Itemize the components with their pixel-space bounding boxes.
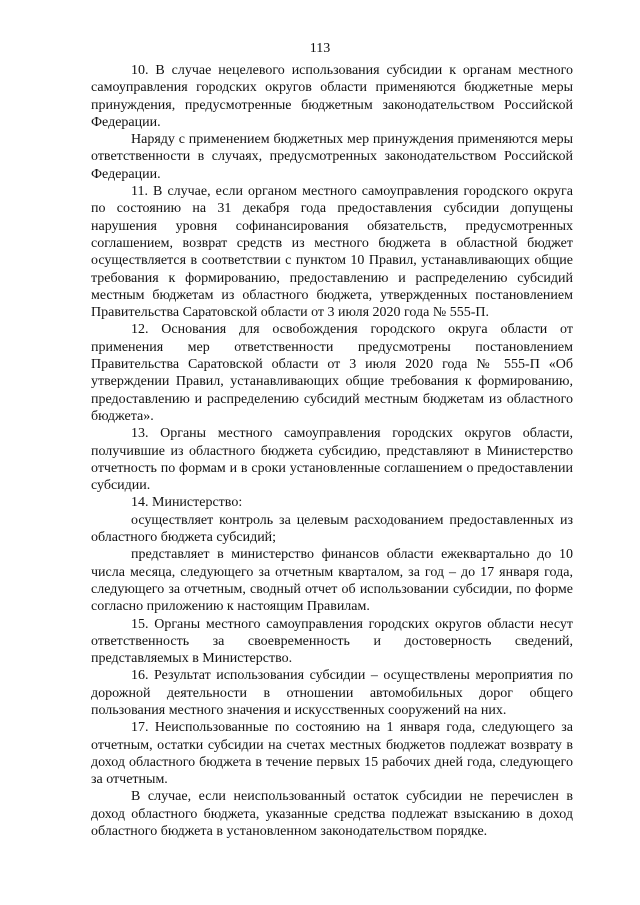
paragraph-15: 15. Органы местного самоуправления городских округов области несут ответственность за своевременность и достоверность сведений, представляемых в Министерство.	[91, 616, 573, 667]
paragraph-14-control: осуществляет контроль за целевым расходованием предоставленных из областного бюджета субсидий;	[91, 512, 573, 546]
paragraph-17: 17. Неиспользованные по состоянию на 1 января года, следующего за отчетным, остатки субсидии на счетах местных бюджетов подлежат возврату в доход областного бюджета в течение первых 15 рабочих дней года, следующего за отчетным.	[91, 720, 573, 788]
page-number: 113	[309, 41, 331, 56]
paragraph-13: 13. Органы местного самоуправления городских округов области, получившие из областного бюджета субсидию, представляют в Министерство отчетность по формам и в сроки установленные соглашением о предоставлении субсидии.	[91, 426, 573, 494]
document-body	[91, 62, 573, 840]
paragraph-16: 16. Результат использования субсидии – осуществлены мероприятия по дорожной деятельности в отношении автомобильных дорог общего пользования местного значения и искусственных сооружений на них.	[91, 668, 573, 718]
paragraph-11: 11. В случае, если органом местного самоуправления городского округа по состоянию на 31 декабря года предоставления субсидии допущены нарушения уровня софинансирования обязательств, предусмотренных соглашением, возврат средств из местного бюджета в областной бюджет осуществляется в соответствии с пунктом 10 Правил, устанавливающих общие требования к формированию, предоставлению и распределению субсидий местным бюджетам из областного бюджета, утвержденных постановлением Правительства Саратовской области от 3 июля 2020 года № 555-П.	[91, 184, 573, 321]
paragraph-14: 14. Министерство:	[131, 495, 243, 511]
paragraph-10-liability: Наряду с применением бюджетных мер принуждения применяются меры ответственности в случаях, предусмотренных законодательством Российской Федерации.	[91, 132, 573, 182]
paragraph-12: 12. Основания для освобождения городского округа области от применения мер ответственности предусмотрены постановлением Правительства Саратовской области от 3 июля 2020 года № 555-П «Об утверждении Правил, устанавливающих общие требования к формированию, предоставлению и распределению субсидий местным бюджетам из областного бюджета».	[91, 322, 573, 424]
paragraph-10: 10. В случае нецелевого использования субсидии к органам местного самоуправления городских округов области применяются бюджетные меры принуждения, предусмотренные бюджетным законодательством Российской Федерации.	[91, 63, 573, 130]
paragraph-14-report: представляет в министерство финансов области ежеквартально до 10 числа месяца, следующего за отчетным кварталом, за год – до 17 января года, следующего за отчетным, сводный отчет об использовании субсидии, по форме согласно приложению к настоящим Правилам.	[91, 547, 573, 615]
paragraph-17-recovery: В случае, если неиспользованный остаток субсидии не перечислен в доход областного бюджета, указанные средства подлежат взысканию в доход областного бюджета в установленном законодательством порядке.	[91, 789, 573, 840]
